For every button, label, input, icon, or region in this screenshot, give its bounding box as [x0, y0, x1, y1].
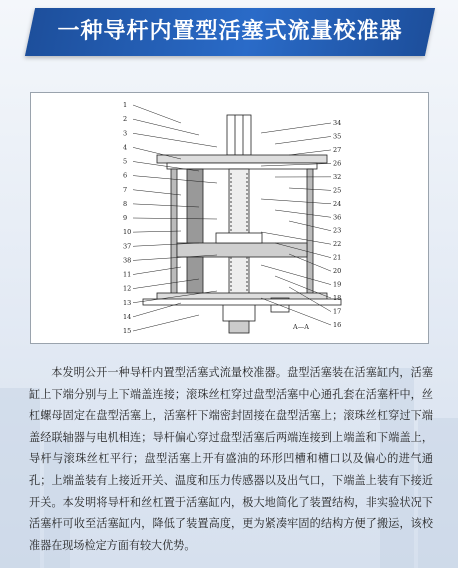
part-label: 37	[123, 242, 132, 251]
leader-line	[261, 265, 331, 285]
leader-line	[133, 119, 199, 135]
description-paragraph: 本发明公开一种导杆内置型活塞式流量校准器。盘型活塞装在活塞缸内，活塞缸上下端分别与上下端盖连接；滚珠丝杠穿过盘型活塞中心通孔套在活塞杆中，丝杠螺母固定在盘型活塞上，活塞杆下端密封固接在盘型活塞上；滚珠丝杠穿过下端盖经联轴器与电机相连；导杆偏心穿过盘型活塞后两端连接到上端盖和下端盖上，导杆与滚珠丝杠平行；盘型活塞上开有盛油的环形凹槽和槽口以及偏心的进气通孔；上端盖装有上接近开关、温度和压力传感器以及出气口，下端盖上装有下接近开关。本发明将导杆和丝杠置于活塞缸内，极大地简化了装置结构，非实验状况下活塞杆可收至活塞缸内，降低了装置高度，更为紧凑牢固的结构方便了搬运，该校准器在现场检定方面有较大优势。	[29, 366, 433, 552]
page-title: 一种导杆内置型活塞式流量校准器	[57, 19, 403, 44]
part-label: 8	[123, 199, 128, 208]
piston-flow-calibrator-diagram	[31, 93, 428, 343]
part-label: 36	[333, 213, 342, 222]
part-label: 26	[333, 159, 342, 168]
leader-line	[133, 133, 217, 147]
part-label: 23	[333, 226, 342, 235]
leader-line	[275, 136, 331, 144]
part-label: 34	[333, 119, 342, 127]
part-label: 4	[123, 143, 128, 152]
part-label: 6	[123, 171, 128, 180]
leader-line	[133, 315, 199, 331]
leader-line	[289, 150, 331, 155]
part-label: 9	[123, 214, 128, 222]
part-label: 11	[123, 270, 132, 279]
part-label: 38	[123, 256, 132, 265]
part-label: 32	[333, 172, 342, 181]
part-label: 22	[333, 240, 342, 249]
part-label: 13	[123, 298, 132, 307]
part-label: 14	[123, 312, 132, 321]
part-label: 3	[123, 129, 128, 138]
section-label: A—A	[293, 323, 309, 331]
leader-line	[261, 232, 331, 244]
part-label: 18	[333, 294, 342, 303]
leader-line	[133, 105, 181, 123]
part-label: 27	[333, 145, 342, 154]
part-label: 19	[333, 280, 342, 289]
part-label: 5	[123, 157, 128, 166]
part-label: 7	[123, 185, 128, 194]
part-label: 25	[333, 186, 342, 195]
part-label: 16	[333, 321, 342, 329]
part-label: 10	[123, 228, 132, 237]
part-label: 17	[333, 307, 342, 316]
part-label: 1	[123, 101, 128, 109]
part-label: 12	[123, 284, 132, 293]
leader-line	[261, 199, 331, 204]
technical-drawing	[30, 92, 429, 344]
part-label: 21	[333, 253, 342, 262]
part-label: 35	[333, 132, 342, 141]
part-label: 15	[123, 327, 132, 335]
leader-line	[261, 123, 331, 133]
part-label: 20	[333, 267, 342, 276]
part-label: 2	[123, 115, 128, 124]
leader-line	[275, 210, 331, 217]
part-label: 24	[333, 199, 342, 208]
